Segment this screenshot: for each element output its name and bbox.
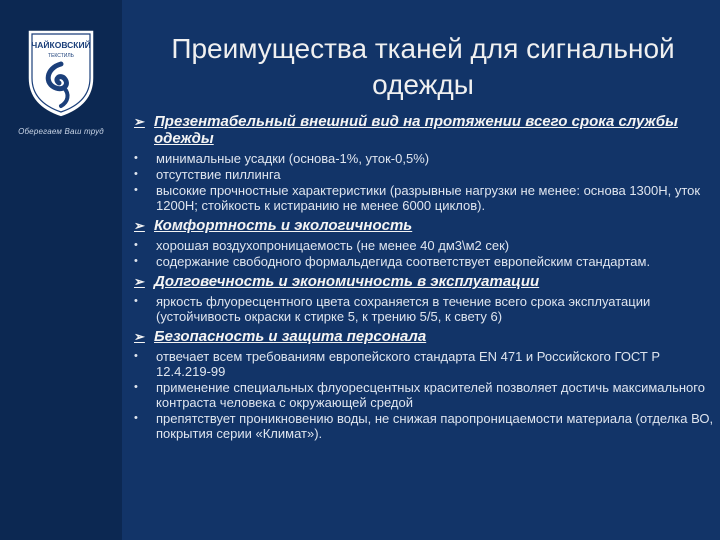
list-item-text: хорошая воздухопроницаемость (не менее 40 дм3\м2 сек) — [156, 238, 510, 253]
bullet-icon: • — [134, 255, 138, 267]
bullet-list — [134, 349, 716, 441]
section-heading-text: Комфортность и экологичность — [154, 217, 413, 234]
list-item — [134, 238, 716, 253]
bullet-icon: • — [134, 184, 138, 196]
list-item — [134, 151, 716, 166]
bullet-icon: • — [134, 412, 138, 424]
bullet-list — [134, 151, 716, 213]
section-heading-text: Презентабельный внешний вид на протяжении всего срока службы одежды — [154, 113, 678, 147]
list-item — [134, 254, 716, 269]
list-item-text: препятствует проникновению воды, не снижая паропроницаемости материала (отделка ВО, покрытия серии «Климат»). — [156, 411, 714, 441]
bullet-icon: • — [134, 239, 138, 251]
list-item-text: отсутствие пиллинга — [156, 167, 281, 182]
section-heading — [134, 273, 716, 290]
arrow-bullet-icon: ➢ — [134, 114, 145, 129]
arrow-bullet-icon: ➢ — [134, 329, 145, 344]
section-comfort — [134, 217, 716, 269]
company-logo — [24, 26, 98, 120]
bullet-list — [134, 238, 716, 269]
list-item — [134, 380, 716, 410]
list-item-text: отвечает всем требованиям европейского стандарта EN 471 и Российского ГОСТ Р 12.4.219-99 — [156, 349, 661, 379]
bullet-icon: • — [134, 168, 138, 180]
list-item-text: минимальные усадки (основа-1%, уток-0,5%) — [156, 151, 430, 166]
section-heading — [134, 328, 716, 345]
logo-text-sub: ТЕКСТИЛЬ — [48, 53, 74, 59]
section-heading — [134, 217, 716, 234]
section-appearance — [134, 113, 716, 213]
bullet-icon: • — [134, 295, 138, 307]
arrow-bullet-icon: ➢ — [134, 218, 145, 233]
bullet-list — [134, 294, 716, 324]
list-item — [134, 167, 716, 182]
section-safety — [134, 328, 716, 441]
section-heading-text: Безопасность и защита персонала — [154, 328, 427, 345]
company-slogan: Оберегаем Ваш труд — [18, 127, 104, 136]
section-heading-text: Долговечность и экономичность в эксплуатации — [154, 273, 540, 290]
section-durability — [134, 273, 716, 324]
list-item — [134, 411, 716, 441]
bullet-icon: • — [134, 152, 138, 164]
list-item — [134, 294, 716, 324]
content-area — [134, 109, 716, 443]
list-item — [134, 183, 716, 213]
logo-text-main: ЧАЙКОВСКИЙ — [31, 40, 91, 50]
bullet-icon: • — [134, 381, 138, 393]
list-item-text: яркость флуоресцентного цвета сохраняется в течение всего срока эксплуатации (устойчивость окраски к стирке 5, к трению 5/5, к свету 6) — [156, 294, 651, 324]
list-item-text: применение специальных флуоресцентных красителей позволяет достичь максимального контраста человека с окружающей средой — [156, 380, 705, 410]
bullet-icon: • — [134, 350, 138, 362]
page-title: Преимущества тканей для сигнальной одежды — [171, 32, 675, 100]
section-heading — [134, 113, 716, 147]
list-item-text: высокие прочностные характеристики (разрывные нагрузки не менее: основа 1300Н, уток 1200Н; стойкость к истиранию не менее 6000 циклов). — [156, 183, 701, 213]
arrow-bullet-icon: ➢ — [134, 274, 145, 289]
list-item-text: содержание свободного формальдегида соответствует европейским стандартам. — [156, 254, 651, 269]
list-item — [134, 349, 716, 379]
